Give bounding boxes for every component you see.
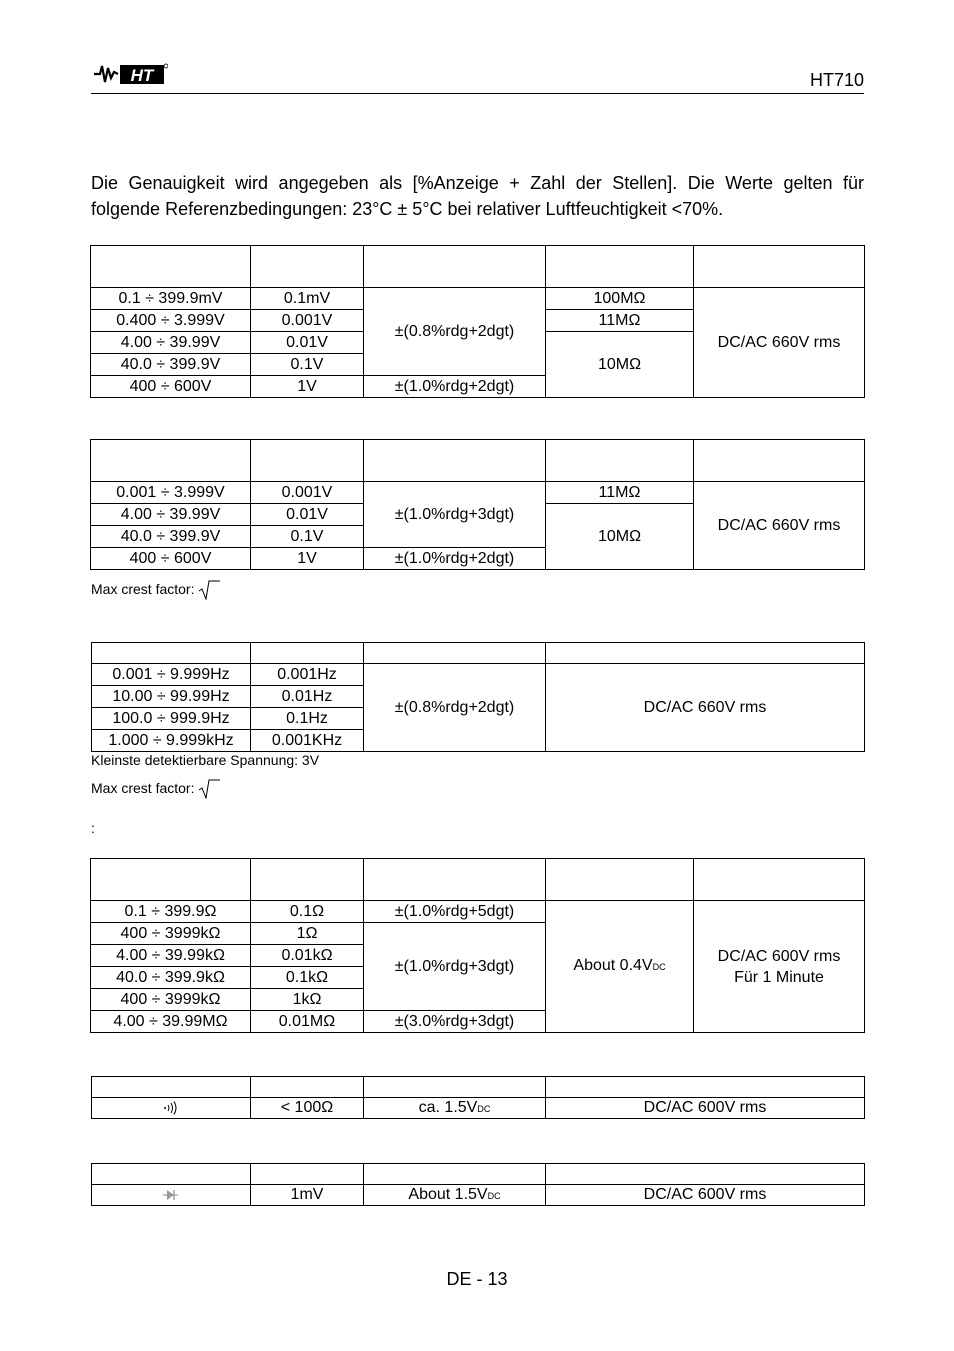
protection-cell: DC/AC 660V rms bbox=[694, 482, 865, 570]
resolution-cell: 0.001V bbox=[251, 482, 364, 504]
diode-cell bbox=[92, 1185, 251, 1206]
sqrt-icon bbox=[198, 580, 220, 600]
range-cell: 10.00 ÷ 99.99Hz bbox=[92, 686, 251, 708]
diode-spec-table bbox=[91, 1163, 865, 1206]
resolution-cell: 0.01kΩ bbox=[251, 945, 364, 967]
table-header-row bbox=[92, 1164, 865, 1185]
resolution-cell: 0.01MΩ bbox=[251, 1011, 364, 1033]
range-cell: 0.001 ÷ 9.999Hz bbox=[92, 664, 251, 686]
resolution-cell: 0.01V bbox=[251, 504, 364, 526]
intro-paragraph: Die Genauigkeit wird angegeben als [%Anzeige + Zahl der Stellen]. Die Werte gelten für folgende Referenzbedingungen: 23°C ± 5°C bei relativer Luftfeuchtigkeit <70%. bbox=[91, 173, 864, 219]
resolution-cell: 0.001KHz bbox=[251, 730, 364, 752]
threshold-cell: < 100Ω bbox=[251, 1098, 364, 1119]
accuracy-cell: ±(1.0%rdg+2dgt) bbox=[364, 376, 546, 398]
resolution-cell: 0.1V bbox=[251, 354, 364, 376]
resolution-cell: 0.1mV bbox=[251, 288, 364, 310]
crest-factor-label: Max crest factor: bbox=[91, 581, 195, 597]
table-header-row bbox=[91, 440, 865, 482]
header-divider bbox=[91, 93, 864, 94]
accuracy-cell: ±(0.8%rdg+2dgt) bbox=[364, 288, 546, 376]
test-voltage-cell bbox=[364, 1185, 546, 1206]
table-header-row bbox=[92, 1077, 865, 1098]
table-header-row bbox=[91, 859, 865, 901]
test-voltage-subscript: DC bbox=[477, 1103, 491, 1114]
test-voltage-cell bbox=[364, 1098, 546, 1119]
open-voltage-subscript: DC bbox=[652, 962, 666, 972]
range-cell: 0.001 ÷ 3.999V bbox=[91, 482, 251, 504]
protection-line-2: Für 1 Minute bbox=[734, 968, 824, 986]
resolution-cell: 1V bbox=[251, 376, 364, 398]
range-cell: 400 ÷ 3999kΩ bbox=[91, 923, 251, 945]
resolution-cell: 1mV bbox=[251, 1185, 364, 1206]
protection-line-1: DC/AC 600V rms bbox=[717, 947, 841, 965]
resolution-cell: 1kΩ bbox=[251, 989, 364, 1011]
range-cell: 4.00 ÷ 39.99kΩ bbox=[91, 945, 251, 967]
ht-logo-icon bbox=[92, 62, 168, 86]
range-cell: 400 ÷ 600V bbox=[91, 376, 251, 398]
resolution-cell: 0.1Hz bbox=[251, 708, 364, 730]
range-cell: 40.0 ÷ 399.9V bbox=[91, 526, 251, 548]
impedance-cell: 11MΩ bbox=[546, 482, 694, 504]
table-header-row bbox=[91, 246, 865, 288]
frequency-spec-table bbox=[91, 642, 865, 752]
dcv-spec-table bbox=[90, 245, 865, 398]
resolution-cell: 0.001V bbox=[251, 310, 364, 332]
brand-logo bbox=[92, 62, 168, 86]
colon-line: : bbox=[91, 820, 95, 836]
protection-cell: DC/AC 660V rms bbox=[546, 664, 865, 752]
test-voltage-value: About 1.5V bbox=[408, 1185, 488, 1203]
resolution-cell: 0.01Hz bbox=[251, 686, 364, 708]
protection-cell: DC/AC 600V rms bbox=[546, 1098, 865, 1119]
page-number: DE - 13 bbox=[446, 1269, 508, 1289]
impedance-cell: 10MΩ bbox=[546, 504, 694, 570]
resolution-cell: 1V bbox=[251, 548, 364, 570]
min-voltage-note: Kleinste detektierbare Spannung: 3V bbox=[91, 752, 320, 768]
continuity-cell bbox=[92, 1098, 251, 1119]
range-cell: 0.400 ÷ 3.999V bbox=[91, 310, 251, 332]
buzzer-icon bbox=[162, 1101, 180, 1115]
range-cell: 400 ÷ 600V bbox=[91, 548, 251, 570]
table-header-row bbox=[92, 643, 865, 664]
open-voltage-value: About 0.4V bbox=[573, 957, 653, 974]
resolution-cell: 0.1kΩ bbox=[251, 967, 364, 989]
range-cell: 40.0 ÷ 399.9V bbox=[91, 354, 251, 376]
freq-crest-factor-note bbox=[91, 779, 220, 799]
accuracy-cell: ±(1.0%rdg+5dgt) bbox=[364, 901, 546, 923]
model-name: HT710 bbox=[809, 70, 864, 90]
range-cell: 4.00 ÷ 39.99MΩ bbox=[91, 1011, 251, 1033]
protection-cell: DC/AC 660V rms bbox=[694, 288, 865, 398]
resolution-cell: 0.1Ω bbox=[251, 901, 364, 923]
impedance-cell: 11MΩ bbox=[546, 310, 694, 332]
acv-crest-factor-note bbox=[91, 580, 220, 600]
range-cell: 0.1 ÷ 399.9mV bbox=[91, 288, 251, 310]
crest-factor-label: Max crest factor: bbox=[91, 780, 195, 796]
resolution-cell: 0.1V bbox=[251, 526, 364, 548]
diode-icon bbox=[163, 1189, 179, 1201]
resistance-spec-table bbox=[90, 858, 865, 1033]
table-row bbox=[92, 664, 865, 686]
accuracy-cell: ±(1.0%rdg+3dgt) bbox=[364, 923, 546, 1011]
range-cell: 100.0 ÷ 999.9Hz bbox=[92, 708, 251, 730]
continuity-spec-table bbox=[91, 1076, 865, 1119]
resolution-cell: 0.001Hz bbox=[251, 664, 364, 686]
sqrt-icon bbox=[198, 779, 220, 799]
test-voltage-subscript: DC bbox=[487, 1190, 501, 1201]
resolution-cell: 0.01V bbox=[251, 332, 364, 354]
accuracy-cell: ±(3.0%rdg+3dgt) bbox=[364, 1011, 546, 1033]
accuracy-cell: ±(0.8%rdg+2dgt) bbox=[364, 664, 546, 752]
range-cell: 0.1 ÷ 399.9Ω bbox=[91, 901, 251, 923]
table-row bbox=[91, 482, 865, 504]
table-row bbox=[92, 1098, 865, 1119]
protection-cell: DC/AC 600V rms bbox=[546, 1185, 865, 1206]
table-row bbox=[91, 901, 865, 923]
test-voltage-value: ca. 1.5V bbox=[418, 1098, 478, 1116]
impedance-cell: 100MΩ bbox=[546, 288, 694, 310]
range-cell: 40.0 ÷ 399.9kΩ bbox=[91, 967, 251, 989]
logo-text: HT bbox=[130, 66, 154, 85]
range-cell: 4.00 ÷ 39.99V bbox=[91, 504, 251, 526]
range-cell: 400 ÷ 3999kΩ bbox=[91, 989, 251, 1011]
accuracy-cell: ±(1.0%rdg+3dgt) bbox=[364, 482, 546, 548]
range-cell: 1.000 ÷ 9.999kHz bbox=[92, 730, 251, 752]
resolution-cell: 1Ω bbox=[251, 923, 364, 945]
impedance-cell: 10MΩ bbox=[546, 332, 694, 398]
table-row bbox=[91, 288, 865, 310]
open-voltage-cell bbox=[546, 901, 694, 1033]
table-row bbox=[92, 1185, 865, 1206]
accuracy-cell: ±(1.0%rdg+2dgt) bbox=[364, 548, 546, 570]
acv-spec-table bbox=[90, 439, 865, 570]
protection-cell bbox=[694, 901, 865, 1033]
range-cell: 4.00 ÷ 39.99V bbox=[91, 332, 251, 354]
